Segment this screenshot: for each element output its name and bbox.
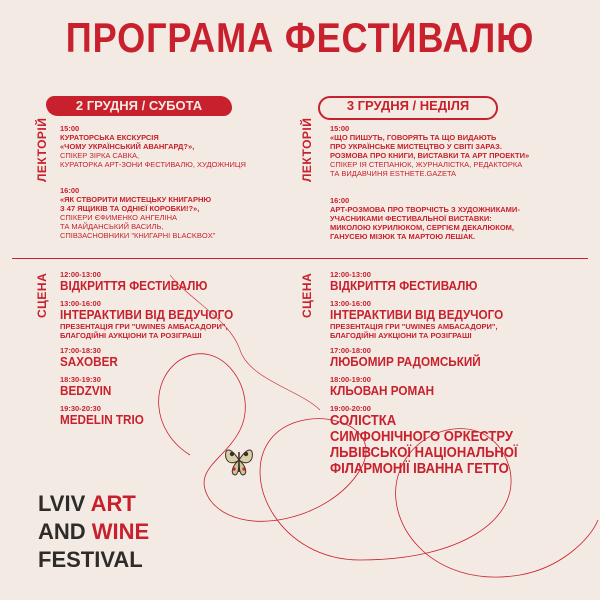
day1-label: 2 ГРУДНЯ / СУБОТА [46,96,232,116]
lecture-title-line: АРТ-РОЗМОВА ПРО ТВОРЧІСТЬ З ХУДОЖНИКАМИ- [330,205,520,214]
day2-lecture-2 [330,196,590,241]
day2-lecture-1 [330,124,590,178]
day2-label: 3 ГРУДНЯ / НЕДІЛЯ [318,96,498,120]
day2-stage-list [330,270,590,477]
day1-lecture-1 [60,124,300,169]
stage-title: BEDZVIN [60,383,112,398]
lecture-speaker-line: КУРАТОРКА АРТ-ЗОНИ ФЕСТИВАЛЮ, ХУДОЖНИЦЯ [60,160,246,169]
stage-item [60,270,300,293]
day1-lecture-2 [60,186,300,240]
stage-item [60,404,300,427]
lecture-speaker-line: СПІКЕР ЗІРКА САВКА, [60,151,140,160]
stage-time: 13:00-16:00 [330,299,371,308]
stage-title: MEDELIN TRIO [60,412,144,427]
stage-time: 19:30-20:30 [60,404,101,413]
stage-time: 13:00-16:00 [60,299,101,308]
stage-time: 17:00-18:00 [330,346,371,355]
lecture-title-line: «ЧОМУ УКРАЇНСЬКИЙ АВАНГАРД?», [60,142,195,151]
lecture-title-line: ПРО УКРАЇНСЬКЕ МИСТЕЦТВО У СВІТІ ЗАРАЗ. [330,142,502,151]
lecture-time: 16:00 [60,186,80,195]
lecture-title-line: УЧАСНИКАМИ ФЕСТИВАЛЬНОЇ ВИСТАВКИ: [330,214,492,223]
day1-lecture-section-label: ЛЕКТОРІЙ [35,117,49,182]
day2-stage-section-label: СЦЕНА [300,272,314,318]
stage-time: 19:00-20:00 [330,404,371,413]
stage-title: ІНТЕРАКТИВИ ВІД ВЕДУЧОГО [60,307,234,322]
section-divider [12,258,588,259]
stage-item [330,375,590,398]
stage-subtitle: БЛАГОДІЙНІ АУКЦІОНИ ТА РОЗІГРАШІ [330,331,472,340]
lecture-title-line: З 47 ЯЩИКІВ ТА ОДНІЄЇ КОРОБКИ!?», [60,204,200,213]
logo-text-lviv: LVIV [38,491,91,516]
stage-subtitle: ПРЕЗЕНТАЦІЯ ГРИ "UWINES АМБАСАДОРИ", [330,322,498,331]
lecture-title-line: «ЯК СТВОРИТИ МИСТЕЦЬКУ КНИГАРНЮ [60,195,212,204]
butterfly-icon [222,440,256,480]
day2-lecture-section-label: ЛЕКТОРІЙ [300,117,314,182]
stage-item [60,299,300,340]
stage-time: 18:30-19:30 [60,375,101,384]
stage-item [330,404,590,477]
day1-stage-list [60,270,300,427]
lecture-time: 15:00 [60,124,80,133]
stage-subtitle: ПРЕЗЕНТАЦІЯ ГРИ "UWINES АМБАСАДОРИ", [60,322,228,331]
stage-time: 18:00-19:00 [330,375,371,384]
stage-time: 12:00-13:00 [330,270,371,279]
lecture-speaker-line: ТА ВИДАВЧИНЯ ESTHETE.GAZETA [330,169,456,178]
stage-item [60,375,300,398]
stage-title: КЛЬОВАН РОМАН [330,383,435,398]
lecture-title-line: ГАНУСЕЮ МІЗЮК ТА МАРТОЮ ЛЕШАК. [330,232,476,241]
stage-title-line: СИМФОНІЧНОГО ОРКЕСТРУ [330,429,514,445]
stage-subtitle: БЛАГОДІЙНІ АУКЦІОНИ ТА РОЗІГРАШІ [60,331,202,340]
logo-text-wine: WINE [91,519,150,544]
page-title: ПРОГРАМА ФЕСТИВАЛЮ [65,14,535,61]
stage-title-line: ФІЛАРМОНІЇ ІВАННА ГЕТТО [330,461,509,477]
stage-title: ЛЮБОМИР РАДОМСЬКИЙ [330,354,481,369]
lecture-title-line: КУРАТОРСЬКА ЕКСКУРСІЯ [60,133,159,142]
logo-text-art: ART [90,491,136,516]
stage-title: ВІДКРИТТЯ ФЕСТИВАЛЮ [60,278,208,293]
stage-title: ВІДКРИТТЯ ФЕСТИВАЛЮ [330,278,478,293]
stage-time: 12:00-13:00 [60,270,101,279]
lecture-speaker-line: СПІКЕР ІЯ СТЕПАНЮК, ЖУРНАЛІСТКА, РЕДАКТОРКА [330,160,523,169]
lecture-title-line: «ЩО ПИШУТЬ, ГОВОРЯТЬ ТА ЩО ВИДАЮТЬ [330,133,497,142]
lecture-speaker-line: ТА МАЙДАНСЬКИЙ ВАСИЛЬ, [60,222,164,231]
festival-logo [38,490,149,574]
lecture-time: 16:00 [330,196,350,205]
lecture-title-line: РОЗМОВА ПРО КНИГИ, ВИСТАВКИ ТА АРТ ПРОЕКТИ» [330,151,530,160]
stage-time: 17:00-18:30 [60,346,101,355]
logo-text-festival: FESTIVAL [38,547,143,572]
logo-text-and: AND [38,519,92,544]
stage-title: SAXOBER [60,354,118,369]
stage-item [60,346,300,369]
lecture-title-line: МИКОЛОЮ КУРИЛЮКОМ, СЕРГІЄМ ДЕКАЛЮКОМ, [330,223,515,232]
stage-item [330,299,590,340]
day1-stage-section-label: СЦЕНА [35,272,49,318]
stage-item [330,346,590,369]
lecture-time: 15:00 [330,124,350,133]
stage-title: ІНТЕРАКТИВИ ВІД ВЕДУЧОГО [330,307,504,322]
lecture-speaker-line: СПІКЕРИ ЄФИМЕНКО АНГЕЛІНА [60,213,177,222]
lecture-speaker-line: СПІВЗАСНОВНИКИ "КНИГАРНІ BLACKBOX" [60,231,216,240]
stage-title-line: ЛЬВІВСЬКОЇ НАЦІОНАЛЬНОЇ [330,445,518,461]
stage-title-line: СОЛІСТКА [330,413,397,429]
stage-item [330,270,590,293]
